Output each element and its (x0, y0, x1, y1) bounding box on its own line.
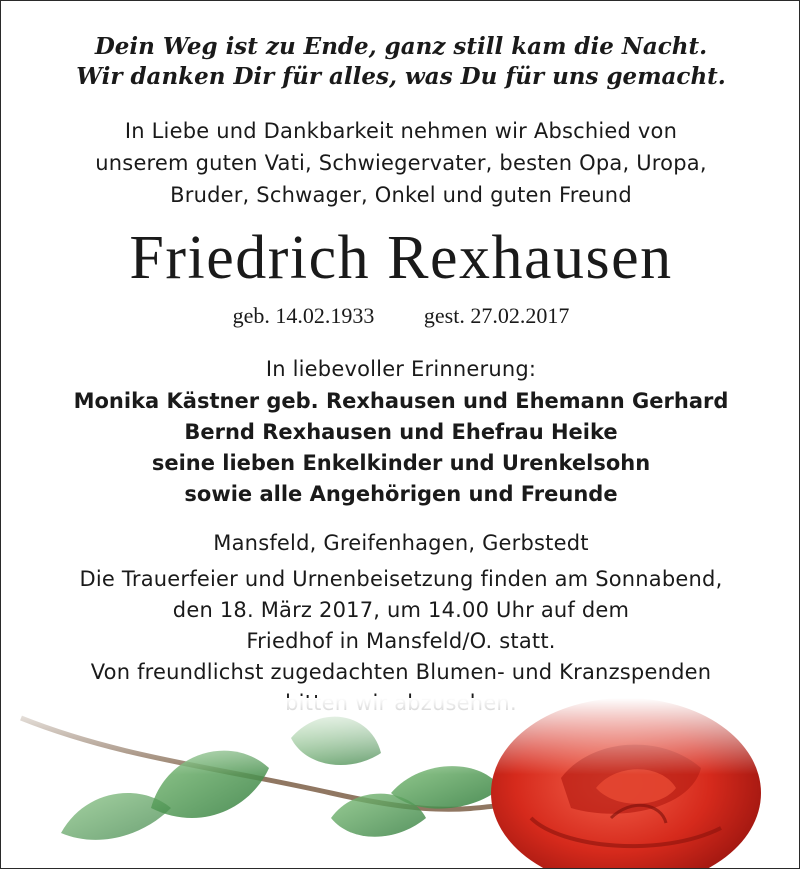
intro-line-3: Bruder, Schwager, Onkel und guten Freund (170, 183, 632, 207)
places-line: Mansfeld, Greifenhagen, Gerbstedt (213, 531, 589, 555)
intro-line-1: In Liebe und Dankbarkeit nehmen wir Abschied von (124, 119, 678, 143)
intro-line-2: unserem guten Vati, Schwiegervater, besten Opa, Uropa, (95, 151, 707, 175)
death-date: gest. 27.02.2017 (423, 303, 570, 328)
deceased-name: Friedrich Rexhausen (129, 224, 673, 292)
mourner-line: seine lieben Enkelkinder und Urenkelsohn (151, 451, 651, 475)
ceremony-line-3: Friedhof in Mansfeld/O. statt. (246, 629, 556, 653)
mourner-line: Monika Kästner geb. Rexhausen und Ehemann Gerhard (73, 389, 729, 413)
ceremony-line-1: Die Trauerfeier und Urnenbeisetzung finden am Sonnabend, (79, 567, 723, 591)
verse-line-2: Wir danken Dir für alles, was Du für uns gemacht. (76, 63, 726, 90)
mourner-line: Bernd Rexhausen und Ehefrau Heike (184, 420, 618, 444)
ceremony-line-4: Von freundlichst zugedachten Blumen- und Kranzspenden (90, 660, 712, 684)
mourner-line: sowie alle Angehörigen und Freunde (184, 482, 618, 506)
birth-date: geb. 14.02.1933 (232, 303, 375, 328)
life-dates (1, 303, 800, 329)
verse-line-1: Dein Weg ist zu Ende, ganz still kam die Nacht. (94, 33, 708, 60)
mourners-heading: In liebevoller Erinnerung: (265, 357, 537, 381)
rose-illustration (1, 698, 800, 868)
ceremony-line-2: den 18. März 2017, um 14.00 Uhr auf dem (172, 598, 630, 622)
